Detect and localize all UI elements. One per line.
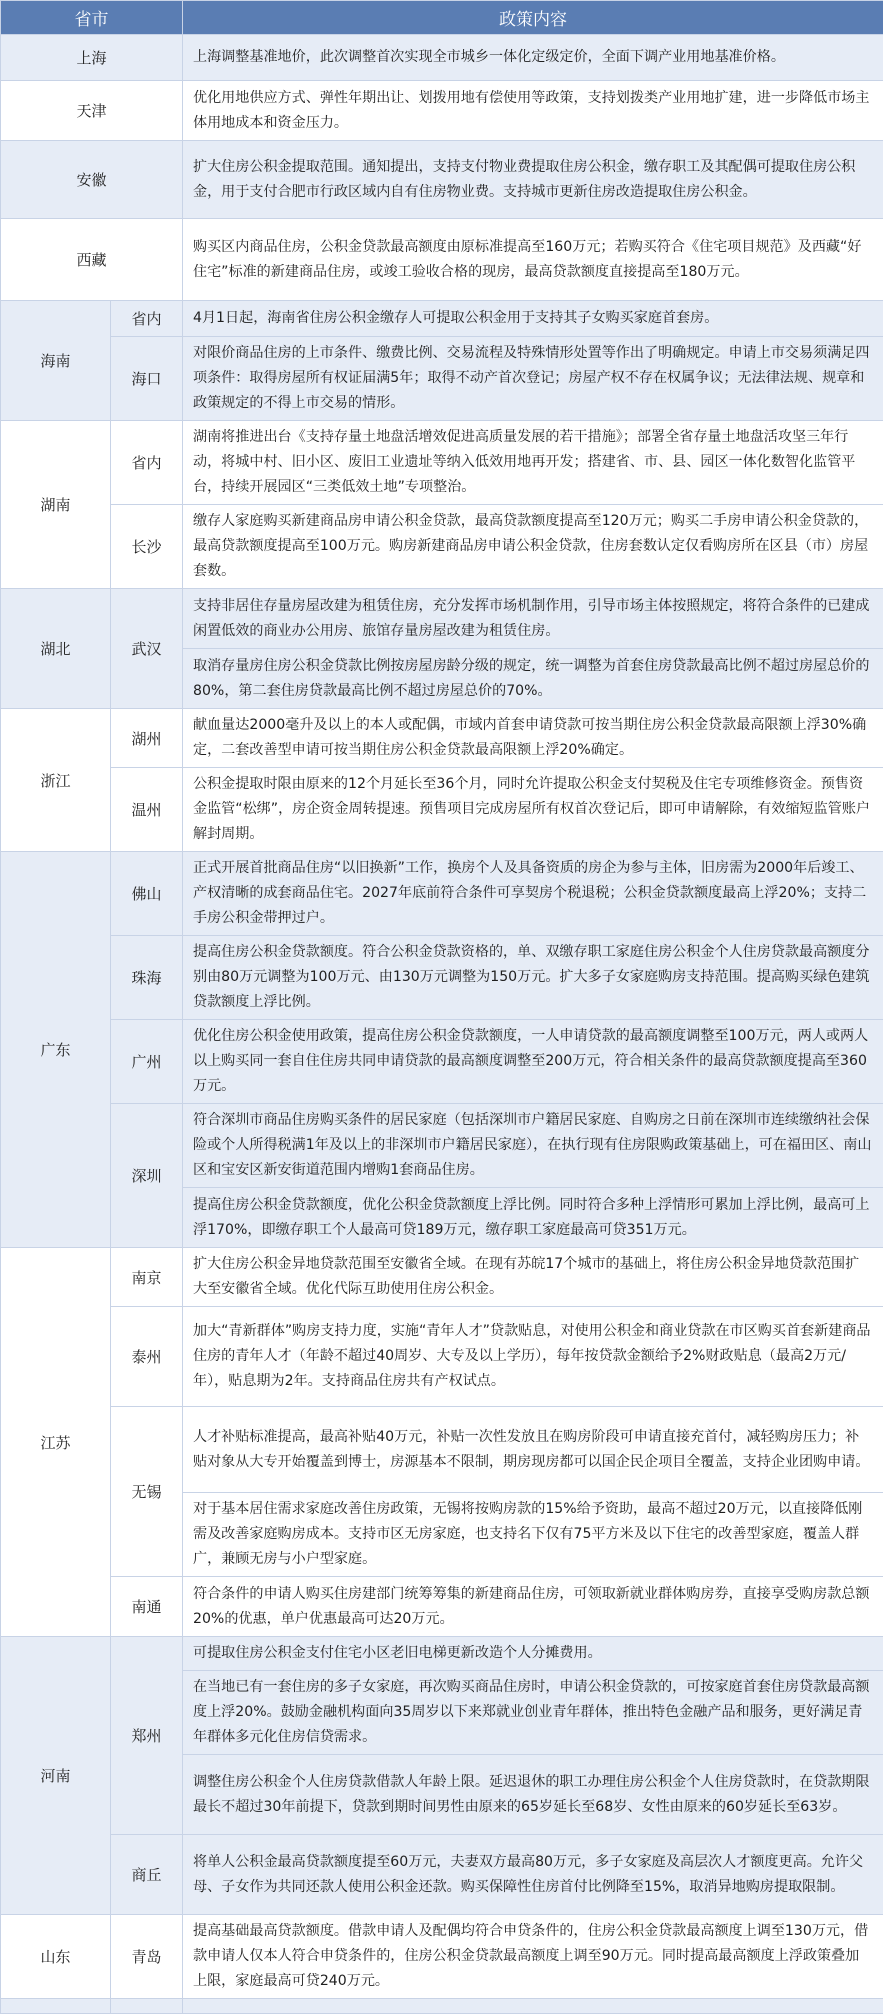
city-cell: 湖州 bbox=[111, 709, 183, 768]
policy-text: 对于基本居住需求家庭改善住房政策，无锡将按购房款的15%给予资助，最高不超过20万元，以直接降低刚需及改善家庭购房成本。支持市区无房家庭，也支持名下仅有75平方米及以下住宅的改善型家庭，覆盖人群广，兼顾无房与小户型家庭。 bbox=[183, 1493, 883, 1577]
policy-text: 提高住房公积金贷款额度，优化公积金贷款额度上浮比例。同时符合多种上浮情形可累加上浮比例，最高可上浮170%，即缴存职工个人最高可贷189万元，缴存职工家庭最高可贷351万元。 bbox=[183, 1188, 883, 1248]
policy-text: 扩大住房公积金异地贷款范围至安徽省全域。在现有苏皖17个城市的基础上，将住房公积金异地贷款范围扩大至安徽省全域。优化代际互助使用住房公积金。 bbox=[183, 1248, 883, 1307]
policy-text: 对限价商品住房的上市条件、缴费比例、交易流程及特殊情形处置等作出了明确规定。申请上市交易须满足四项条件：取得房屋所有权证届满5年；取得不动产首次登记；房屋产权不存在权属争议；无法律法规、规章和政策规定的不得上市交易的情形。 bbox=[183, 337, 883, 421]
province-cell: 天津 bbox=[1, 81, 183, 141]
policy-text: 可提取住房公积金支付住宅小区老旧电梯更新改造个人分摊费用。 bbox=[183, 1637, 883, 1671]
policy-text: 取消存量房住房公积金贷款比例按房屋房龄分级的规定，统一调整为首套住房贷款最高比例不超过房屋总价的80%，第二套住房贷款最高比例不超过房屋总价的70%。 bbox=[183, 649, 883, 709]
policy-text: 购买区内商品住房，公积金贷款最高额度由原标准提高至160万元；若购买符合《住宅项目规范》及西藏“好住宅”标准的新建商品住房，或竣工验收合格的现房，最高贷款额度直接提高至180万元。 bbox=[183, 219, 883, 301]
table-row bbox=[1, 1307, 883, 1407]
policy-text: 支持非居住存量房屋改建为租赁住房，充分发挥市场机制作用，引导市场主体按照规定，将符合条件的已建成闲置低效的商业办公用房、旅馆存量房屋改建为租赁住房。 bbox=[183, 589, 883, 649]
empty-cell bbox=[1, 1999, 111, 2014]
city-cell: 青岛 bbox=[111, 1915, 183, 1999]
policy-text: 人才补贴标准提高，最高补贴40万元，补贴一次性发放且在购房阶段可申请直接充首付，减轻购房压力；补贴对象从大专开始覆盖到博士，房源基本不限制，期房现房都可以国企民企项目全覆盖，支持企业团购申请。 bbox=[183, 1407, 883, 1493]
province-cell: 海南 bbox=[1, 301, 111, 421]
policy-text: 在当地已有一套住房的多子女家庭，再次购买商品住房时，申请公积金贷款的，可按家庭首套住房贷款最高额度上浮20%。鼓励金融机构面向35周岁以下来郑就业创业青年群体，推出特色金融产品和服务，更好满足青年群体多元化住房信贷需求。 bbox=[183, 1671, 883, 1755]
table-row bbox=[1, 1248, 883, 1307]
table-row bbox=[1, 1915, 883, 1999]
city-cell: 佛山 bbox=[111, 852, 183, 936]
policy-text: 提高基础最高贷款额度。借款申请人及配偶均符合申贷条件的，住房公积金贷款最高额度上调至130万元，借款申请人仅本人符合申贷条件的，住房公积金贷款最高额度上调至90万元。同时提高最高额度上浮政策叠加上限，家庭最高可贷240万元。 bbox=[183, 1915, 883, 1999]
policy-text: 提高住房公积金贷款额度。符合公积金贷款资格的，单、双缴存职工家庭住房公积金个人住房贷款最高额度分别由80万元调整为100万元、由130万元调整为150万元。扩大多子女家庭购房支持范围。提高购买绿色建筑贷款额度上浮比例。 bbox=[183, 936, 883, 1020]
province-cell: 山东 bbox=[1, 1915, 111, 1999]
table-header bbox=[1, 1, 883, 35]
table-row bbox=[1, 141, 883, 219]
policy-text: 优化用地供应方式、弹性年期出让、划拨用地有偿使用等政策，支持划拨类产业用地扩建，进一步降低市场主体用地成本和资金压力。 bbox=[183, 81, 883, 141]
province-cell: 河南 bbox=[1, 1637, 111, 1915]
table-row bbox=[1, 505, 883, 589]
province-cell: 上海 bbox=[1, 35, 183, 81]
table-row bbox=[1, 301, 883, 337]
policy-text: 正式开展首批商品住房“以旧换新”工作，换房个人及具备资质的房企为参与主体，旧房需为2000年后竣工、产权清晰的成套商品住宅。2027年底前符合条件可享契房个税退税；公积金贷款额度最高上浮20%；支持二手房公积金带押过户。 bbox=[183, 852, 883, 936]
city-cell: 海口 bbox=[111, 337, 183, 421]
city-cell: 珠海 bbox=[111, 936, 183, 1020]
province-cell: 湖北 bbox=[1, 589, 111, 709]
policy-text: 加大“青新群体”购房支持力度，实施“青年人才”贷款贴息，对使用公积金和商业贷款在市区购买首套新建商品住房的青年人才（年龄不超过40周岁、大专及以上学历），每年按贷款金额给予2%财政贴息（最高2万元/年），贴息期为2年。支持商品住房共有产权试点。 bbox=[183, 1307, 883, 1407]
table-row bbox=[1, 1407, 883, 1493]
table-row bbox=[1, 589, 883, 649]
province-cell: 浙江 bbox=[1, 709, 111, 852]
policy-text: 湖南将推进出台《支持存量土地盘活增效促进高质量发展的若干措施》；部署全省存量土地盘活攻坚三年行动，将城中村、旧小区、废旧工业遗址等纳入低效用地再开发；搭建省、市、县、园区一体化数智化监管平台，持续开展园区“三类低效土地”专项整治。 bbox=[183, 421, 883, 505]
table-row-partial bbox=[1, 1999, 883, 2014]
policy-text: 缴存人家庭购买新建商品房申请公积金贷款，最高贷款额度提高至120万元；购买二手房申请公积金贷款的，最高贷款额度提高至100万元。购房新建商品房申请公积金贷款，住房套数认定仅看购房所在区县（市）房屋套数。 bbox=[183, 505, 883, 589]
city-cell: 南通 bbox=[111, 1577, 183, 1637]
table-row bbox=[1, 1104, 883, 1188]
policy-text: 符合深圳市商品住房购买条件的居民家庭（包括深圳市户籍居民家庭、自购房之日前在深圳市连续缴纳社会保险或个人所得税满1年及以上的非深圳市户籍居民家庭），在执行现有住房限购政策基础上，可在福田区、南山区和宝安区新安街道范围内增购1套商品住房。 bbox=[183, 1104, 883, 1188]
city-cell: 省内 bbox=[111, 421, 183, 505]
table-row bbox=[1, 852, 883, 936]
table-row bbox=[1, 421, 883, 505]
city-cell: 长沙 bbox=[111, 505, 183, 589]
city-cell: 温州 bbox=[111, 768, 183, 852]
empty-cell bbox=[111, 1999, 183, 2014]
city-cell: 无锡 bbox=[111, 1407, 183, 1577]
province-cell: 江苏 bbox=[1, 1248, 111, 1637]
table-row bbox=[1, 709, 883, 768]
header-content: 政策内容 bbox=[183, 1, 883, 35]
table-row bbox=[1, 1577, 883, 1637]
policy-text: 优化住房公积金使用政策，提高住房公积金贷款额度，一人申请贷款的最高额度调整至100万元，两人或两人以上购买同一套自住住房共同申请贷款的最高额度调整至200万元，符合相关条件的最高贷款额度提高至360万元。 bbox=[183, 1020, 883, 1104]
policy-text: 将单人公积金最高贷款额度提至60万元，夫妻双方最高80万元，多子女家庭及高层次人才额度更高。允许父母、子女作为共同还款人使用公积金还款。购买保障性住房首付比例降至15%，取消异地购房提取限制。 bbox=[183, 1835, 883, 1915]
province-cell: 西藏 bbox=[1, 219, 183, 301]
policy-text: 上海调整基准地价，此次调整首次实现全市城乡一体化定级定价，全面下调产业用地基准价格。 bbox=[183, 35, 883, 81]
province-cell: 广东 bbox=[1, 852, 111, 1248]
table-row bbox=[1, 35, 883, 81]
city-cell: 商丘 bbox=[111, 1835, 183, 1915]
table-row bbox=[1, 337, 883, 421]
table-row bbox=[1, 936, 883, 1020]
table-row bbox=[1, 1835, 883, 1915]
table-row bbox=[1, 1020, 883, 1104]
table-row bbox=[1, 81, 883, 141]
policy-text: 献血量达2000毫升及以上的本人或配偶，市域内首套申请贷款可按当期住房公积金贷款最高限额上浮30%确定，二套改善型申请可按当期住房公积金贷款最高限额上浮20%确定。 bbox=[183, 709, 883, 768]
city-cell: 郑州 bbox=[111, 1637, 183, 1835]
policy-text: 符合条件的申请人购买住房建部门统筹筹集的新建商品住房，可领取新就业群体购房券，直接享受购房款总额20%的优惠，单户优惠最高可达20万元。 bbox=[183, 1577, 883, 1637]
province-cell: 安徽 bbox=[1, 141, 183, 219]
table-row bbox=[1, 768, 883, 852]
table-row bbox=[1, 219, 883, 301]
city-cell: 武汉 bbox=[111, 589, 183, 709]
header-province: 省市 bbox=[1, 1, 183, 35]
policy-text: 4月1日起，海南省住房公积金缴存人可提取公积金用于支持其子女购买家庭首套房。 bbox=[183, 301, 883, 337]
city-cell: 广州 bbox=[111, 1020, 183, 1104]
policy-text: 调整住房公积金个人住房贷款借款人年龄上限。延迟退休的职工办理住房公积金个人住房贷款时，在贷款期限最长不超过30年前提下，贷款到期时间男性由原来的65岁延长至68岁、女性由原来的60岁延长至63岁。 bbox=[183, 1755, 883, 1835]
city-cell: 泰州 bbox=[111, 1307, 183, 1407]
city-cell: 南京 bbox=[111, 1248, 183, 1307]
province-cell: 湖南 bbox=[1, 421, 111, 589]
city-cell: 深圳 bbox=[111, 1104, 183, 1248]
city-cell: 省内 bbox=[111, 301, 183, 337]
table-row bbox=[1, 1637, 883, 1671]
policy-text: 公积金提取时限由原来的12个月延长至36个月，同时允许提取公积金支付契税及住宅专项维修资金。预售资金监管“松绑”，房企资金周转提速。预售项目完成房屋所有权首次登记后，即可申请解除，有效缩短监管账户解封周期。 bbox=[183, 768, 883, 852]
policy-text: 扩大住房公积金提取范围。通知提出，支持支付物业费提取住房公积金，缴存职工及其配偶可提取住房公积金，用于支付合肥市行政区域内自有住房物业费。支持城市更新住房改造提取住房公积金。 bbox=[183, 141, 883, 219]
empty-cell bbox=[183, 1999, 883, 2014]
